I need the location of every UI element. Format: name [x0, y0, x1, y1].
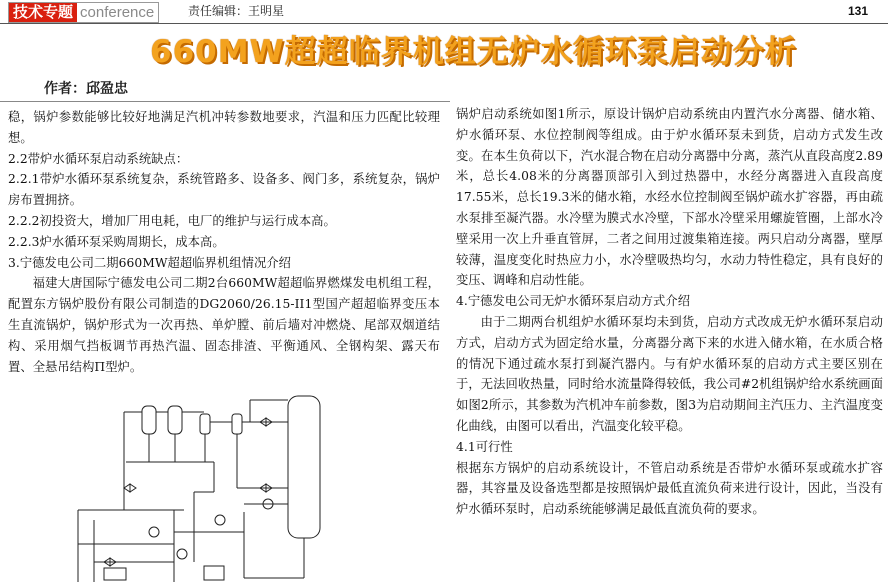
drain-vessel-2 [232, 414, 242, 434]
paragraph-startup-system: 锅炉启动系统如图1所示，原设计锅炉启动系统由内置汽水分离器、储水箱、炉水循环泵、水位控制阀等组成。由于炉水循环泵未到货，启动方式发生改变。在本生负荷以下，汽水混合物在启动分离器中分离，蒸汽从直段高度2.89米，总长4.08米的分离器顶部引入到过热器中，水经分离器进入直段高度17.55米，总长19.3米的储水箱，水经水位控制阀至锅炉疏水扩容器，再由疏水泵排至凝汽器。水冷壁为膜式水冷壁，下部水冷壁采用螺旋管圈，上部水冷壁采用一次上升垂直管屏，二者之间用过渡集箱连接。两只启动分离器，壁厚较薄，温度变化时热应力小，水冷壁吸热均匀，水动力特性稳定，具有良好的变压、调峰和启动性能。 [456, 107, 883, 288]
paragraph-startup-mode: 由于二期两台机组炉水循环泵均未到货，启动方式改成无炉水循环泵启动方式，启动方式为固定给水量，分离器分离下来的水进入储水箱，在水质合格的情况下通过疏水泵打到凝汽器内。与有炉水循环泵的启动方式主要区别在于，无法回收热量，同时给水流量降得较低，我公司#2机组锅炉给水系统画面如图2所示，其参数为汽机冲车前参数，图3为启动期间主汽压力、主汽温度变化曲线，由图可以看出，汽温变化较平稳。 [456, 314, 883, 433]
pump-icon [215, 515, 225, 525]
section-brand [8, 2, 159, 23]
paragraph-2-2-1: 2.2.1带炉水循环泵系统复杂，系统管路多、设备多、阀门多，系统复杂，锅炉房布置拥挤。 [8, 172, 440, 208]
valve-icon [124, 484, 136, 492]
paragraph-2-2-3: 2.2.3炉水循环泵采购周期长，成本高。 [8, 234, 225, 249]
boiler-startup-system-diagram [64, 392, 444, 588]
page-number: 131 [847, 4, 868, 18]
drain-tank [104, 568, 126, 580]
section-heading-2-2: 2.2带炉水循环泵启动系统缺点： [8, 151, 189, 166]
responsible-editor: 责任编辑：王明星 [188, 4, 285, 18]
brand-english-label: conference [77, 3, 158, 22]
page-header [0, 0, 888, 24]
section-heading-4-1: 4.1可行性 [456, 439, 513, 454]
drain-vessel-1 [200, 414, 210, 434]
paragraph-feasibility: 根据东方锅炉的启动系统设计，不管启动系统是否带炉水循环泵或疏水扩容器，其容量及设备选型都是按照锅炉最低直流负荷来进行设计，因此，当没有炉水循环泵时，启动系统能够满足最低直流负荷的要求。 [456, 460, 883, 517]
paragraph-plant-intro: 福建大唐国际宁德发电公司二期2台660MW超超临界燃煤发电机组工程，配置东方锅炉股份有限公司制造的DG2060/26.15-II1型国产超超临界变压本生直流锅炉，锅炉形式为一次再热、单炉膛、前后墙对冲燃烧、尾部双烟道结构、采用烟气挡板调节再热汽温、固态排渣、平衡通风、全钢构架、露天布置、全悬吊结构Π型炉。 [8, 276, 440, 374]
left-column [8, 107, 440, 377]
storage-water-tank [288, 396, 320, 538]
section-heading-4: 4.宁德发电公司无炉水循环泵启动方式介绍 [456, 294, 691, 309]
brand-chinese-label: 技术专题 [9, 3, 77, 22]
header-divider [0, 23, 888, 24]
pump-icon [177, 549, 187, 559]
article-title: 660MW超超临界机组无炉水循环泵启动分析 [150, 34, 797, 70]
separator-vessel-1 [142, 406, 156, 434]
article-author: 作者：邱盈忠 [44, 81, 128, 97]
section-heading-3: 3.宁德发电公司二期660MW超超临界机组情况介绍 [8, 255, 292, 270]
separator-vessel-2 [168, 406, 182, 434]
paragraph-2-2-2: 2.2.2初投资大，增加厂用电耗，电厂的维护与运行成本高。 [8, 213, 336, 228]
expansion-tank [204, 566, 224, 580]
paragraph-continuation: 稳，锅炉参数能够比较好地满足汽机冲转参数地要求，汽温和压力匹配比较理想。 [8, 110, 440, 145]
author-divider [0, 101, 450, 102]
right-column [456, 104, 883, 520]
pump-icon [149, 527, 159, 537]
